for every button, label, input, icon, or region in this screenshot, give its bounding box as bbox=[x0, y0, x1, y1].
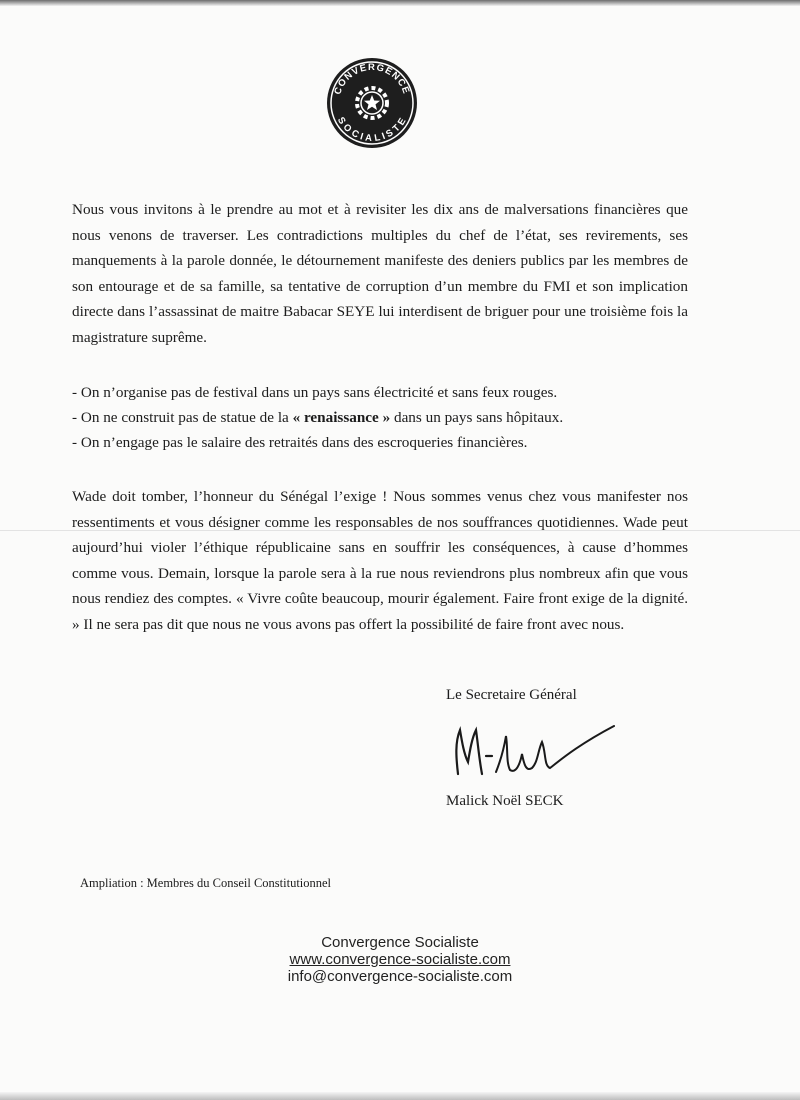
signatory-name: Malick Noël SECK bbox=[446, 793, 564, 809]
ampliation-note: Ampliation : Membres du Conseil Constitutionnel bbox=[80, 876, 332, 890]
bullet-text: - On ne construit pas de statue de la bbox=[72, 409, 293, 427]
paragraph-2: Wade doit tomber, l’honneur du Sénégal l’exige ! Nous sommes venus chez vous manifester nos ressentiments et vous désigner comme les responsables de nos souffrances quotidiennes. Wade peut aujourd’hui violer l’éthique républicaine sans en souffrir les conséquences, à cause d’hommes comme vous. Demain, lorsque la parole sera à la rue nous reviendrons plus nombreux afin que vous nous rendiez des comptes. « Vivre coûte beaucoup, mourir également. Faire front exige de la dignité. » Il ne sera pas dit que nous ne vous avons pas offert la possibilité de faire front avec nous. bbox=[72, 488, 688, 633]
logo-text-bottom: SOCIALISTE bbox=[334, 115, 410, 145]
logo-text-top: CONVERGENCE bbox=[332, 62, 412, 97]
bullet-list bbox=[72, 380, 692, 456]
bullet-text: dans un pays sans hôpitaux. bbox=[390, 409, 564, 427]
bullet-item bbox=[72, 405, 692, 430]
bullet-item: - On n’engage pas le salaire des retraités dans des escroqueries financières. bbox=[72, 434, 528, 452]
convergence-socialiste-logo bbox=[326, 57, 418, 149]
scan-edge-top bbox=[0, 0, 800, 6]
signatory-title: Le Secretaire Général bbox=[446, 687, 577, 703]
paragraph-1: Nous vous invitons à le prendre au mot et à revisiter les dix ans de malversations financières que nous venons de traverser. Les contradictions multiples du chef de l’état, ses revirements, ses manquements à la parole donnée, le détournement manifeste des deniers publics par les membres de son entourage et de sa famille, sa tentative de corruption d’un membre du FMI et son implication directe dans l’assassinat de maitre Babacar SEYE lui interdisent de briguer pour une troisième fois la magistrature suprême. bbox=[72, 201, 688, 346]
footer-org-name: Convergence Socialiste bbox=[321, 934, 479, 951]
footer-contact bbox=[200, 934, 600, 985]
website-link[interactable]: www.convergence-socialiste.com bbox=[289, 951, 511, 968]
footer-email[interactable]: info@convergence-socialiste.com bbox=[287, 968, 513, 985]
scan-edge-bottom bbox=[0, 1092, 800, 1100]
bullet-bold-text: « renaissance » bbox=[292, 409, 391, 427]
handwritten-signature bbox=[446, 712, 616, 792]
bullet-item: - On n’organise pas de festival dans un pays sans électricité et sans feux rouges. bbox=[72, 384, 558, 401]
